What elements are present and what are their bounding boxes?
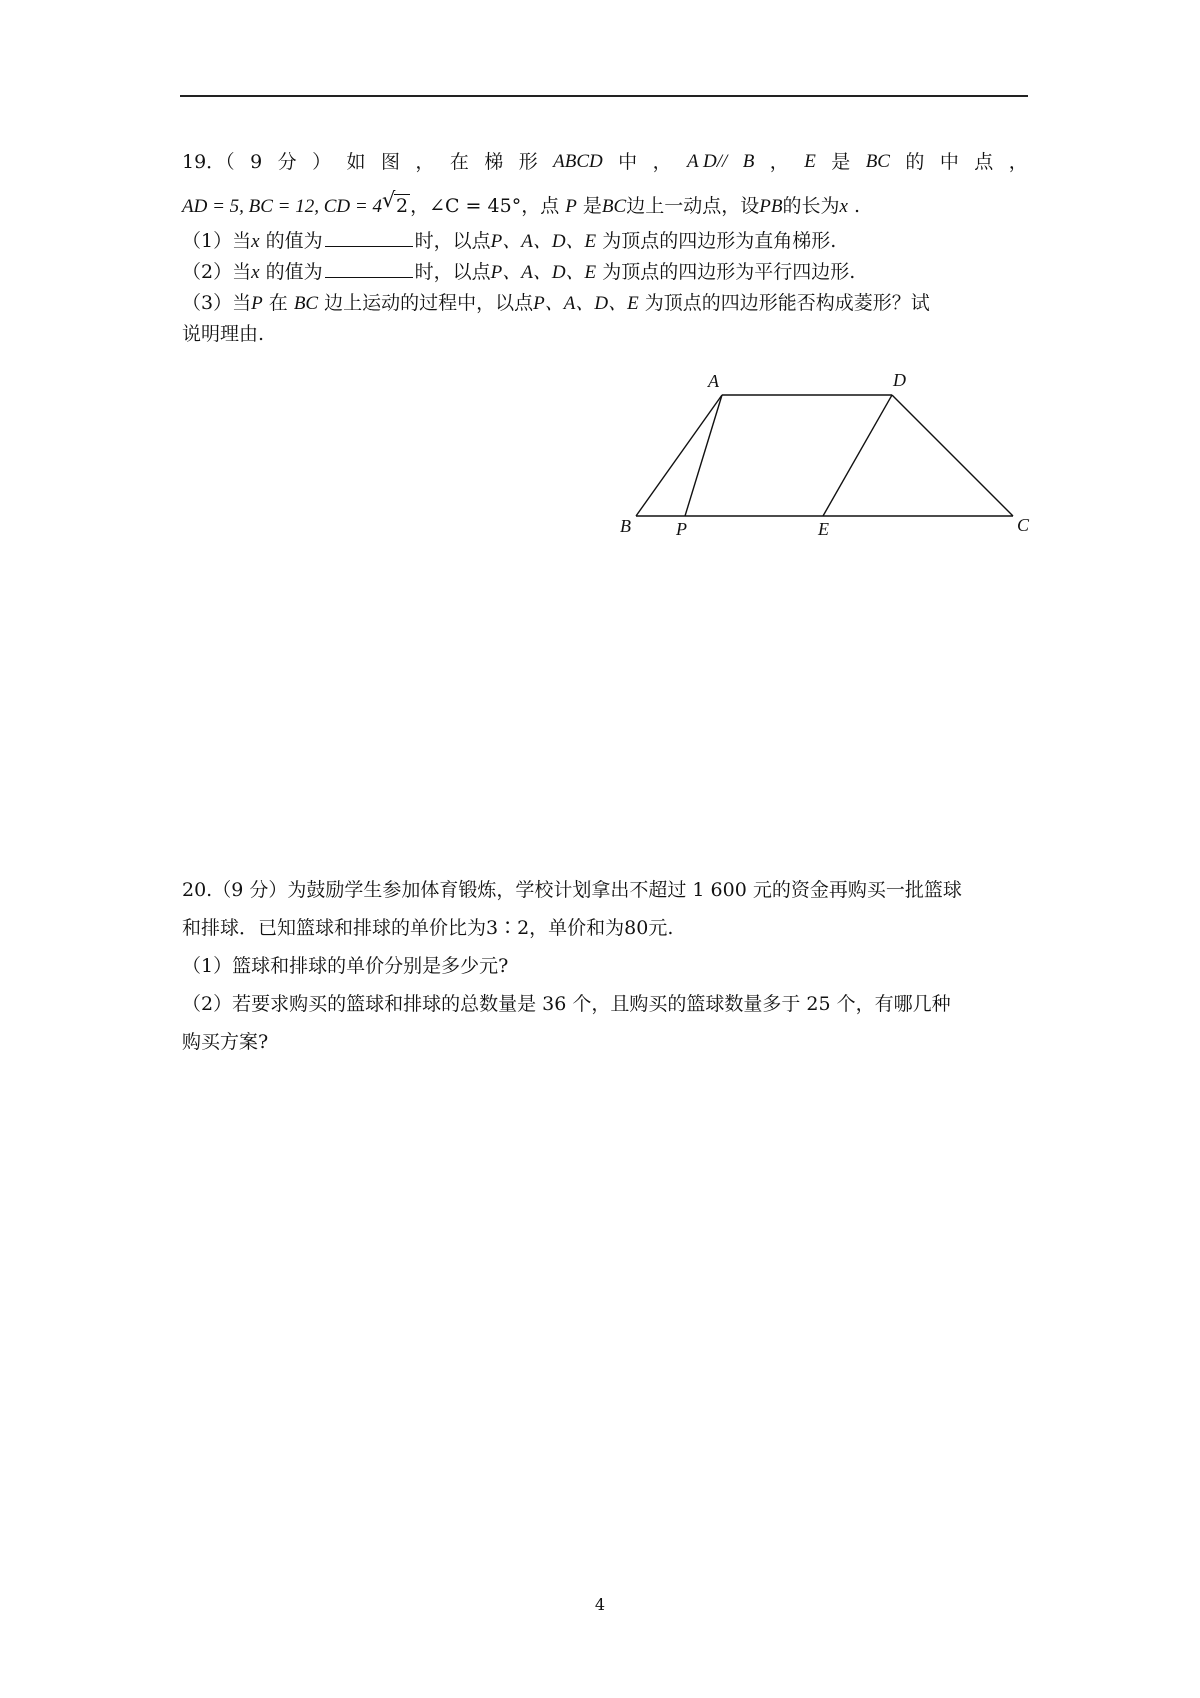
points-label: P、A、D、E [490,231,597,252]
q19-text: 的长为 [782,195,840,217]
q19-line-1 [182,143,1028,181]
q19-given-values: AD = 5, BC = 12, CD = 4 [182,196,382,217]
label-b: B [620,516,631,536]
var-x: x [251,262,260,283]
q20-line-1: 20.（9 分）为鼓励学生参加体育锻炼，学校计划拿出不超过 1 600 元的资金再购买一批篮球 [182,879,962,901]
q19-token: ， [1008,151,1028,173]
q19-token: 19．（ [182,151,235,173]
sub-text: （3）当 [182,292,252,314]
sqrt-radicand: 2 [395,195,409,217]
q19-token: 中 [939,151,959,173]
q19-token: ） [312,151,332,173]
q20-sub-1: （1）篮球和排球的单价分别是多少元? [182,955,509,977]
points-label: P、A、D、E [490,262,597,283]
question-20 [182,871,1028,1061]
q19-token: ， [415,151,435,173]
var-pb: PB [759,196,783,217]
sub-text: 在 [268,292,288,314]
var-bc: BC [601,196,627,217]
segment-de [823,395,892,516]
sub-text: 时，以点 [414,230,491,252]
var-bc: BC [293,293,319,314]
q19-token: 分 [277,151,297,173]
q19-token: BC [865,151,890,172]
q20-line-2: 和排球．已知篮球和排球的单价比为3∶2，单价和为80元. [182,917,674,939]
q19-text: 是 [582,195,602,217]
q19-token: 在 [449,151,469,173]
label-p: P [676,519,687,539]
q19-token: ABCD [553,151,603,172]
segment-dc [892,395,1013,516]
q19-token: 梯 [484,151,504,173]
trapezoid-figure [615,370,1035,548]
q19-sub-2 [182,257,1028,288]
q19-sub-3-cont: 说明理由. [182,323,265,345]
sub-text: 为顶点的四边形为平行四边形. [602,261,856,283]
q19-sub-3 [182,288,1028,319]
segment-ap [685,395,722,516]
label-c: C [1017,515,1030,535]
sub-text: 边上运动的过程中，以点 [324,292,534,314]
label-d: D [893,370,906,390]
q19-token: 如 [346,151,366,173]
q19-token: ， [769,151,789,173]
q19-token: B [742,151,755,172]
q19-text: . [853,195,860,217]
label-e: E [818,519,829,539]
sub-text: 为顶点的四边形能否构成菱形？试 [644,292,930,314]
q19-token: 形 [518,151,538,173]
q19-text: 边上一动点，设 [626,195,760,217]
var-x: x [839,196,848,217]
sub-text: 的值为 [265,230,323,252]
q19-token: ， [652,151,672,173]
q19-token: 中 [618,151,638,173]
var-p: P [565,196,577,217]
points-label: P、A、D、E [533,293,639,314]
answer-blank [325,257,413,278]
q19-line-2 [182,187,1028,226]
q20-sub-2: （2）若要求购买的篮球和排球的总数量是 36 个，且购买的篮球数量多于 25 个，有哪几种 [182,993,951,1015]
q19-token: 图 [380,151,400,173]
var-p: P [251,293,263,314]
sub-text: 的值为 [265,261,323,283]
page-number: 4 [594,1595,606,1614]
q19-sub-1 [182,226,1028,257]
sqrt-expression: √ 2 [381,188,409,217]
q19-angle-text: ，∠C = 45°，点 [410,195,560,217]
q19-token: 9 [250,151,263,173]
q19-token: 点 [974,151,994,173]
header-rule [180,95,1028,97]
sub-text: 时，以点 [414,261,491,283]
var-x: x [251,231,260,252]
sub-text: （1）当 [182,230,252,252]
sub-text: 为顶点的四边形为直角梯形. [602,230,837,252]
q19-token: E [804,151,816,172]
q19-token: A D// [687,151,728,172]
question-19 [182,143,1028,349]
q19-token: 是 [831,151,851,173]
sub-text: （2）当 [182,261,252,283]
answer-blank [325,226,413,247]
label-a: A [708,371,719,391]
q20-sub-2-cont: 购买方案? [182,1031,269,1053]
segment-ab [636,395,722,516]
q19-token: 的 [905,151,925,173]
